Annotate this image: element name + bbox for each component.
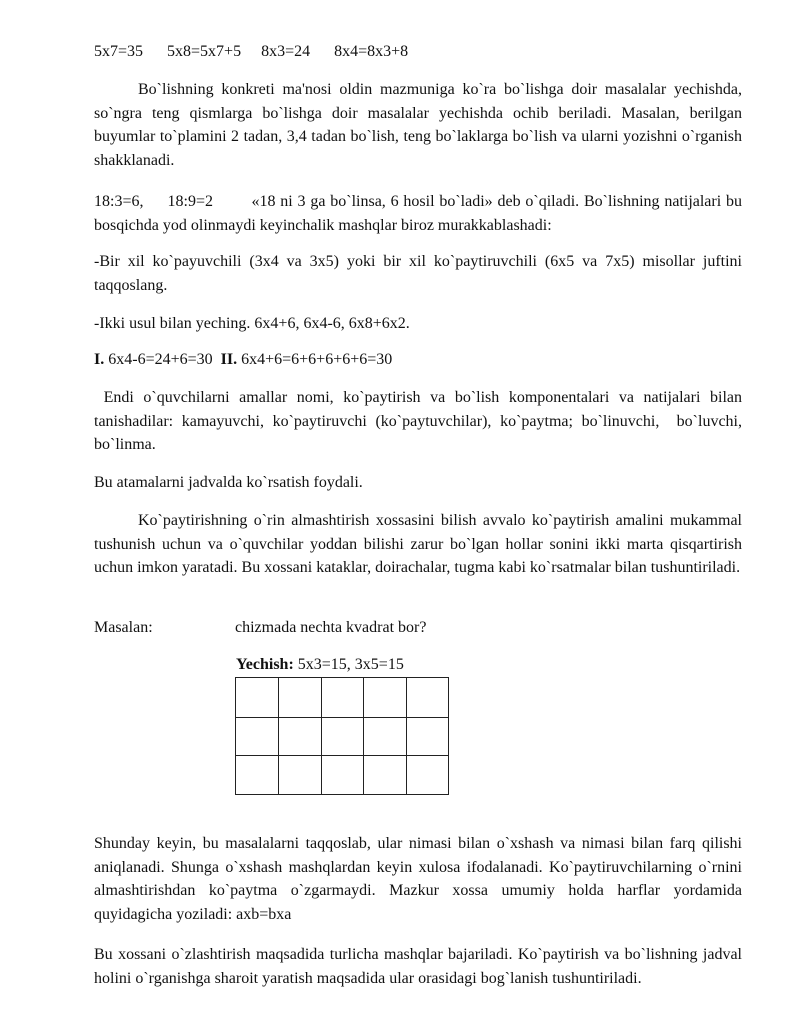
method-label: II. (220, 351, 238, 368)
formula: 5x8=5x7+5 (167, 43, 242, 60)
formula-line (94, 42, 408, 62)
paragraph-division-example: 18:3=6, 18:9=2 «18 ni 3 ga bo`linsa, 6 hosil bo`ladi» deb o`qiladi. Bo`lishning natijalari bu bosqichda yod olinmaydi keyinchalik mashqlar biroz murakkablashadi: (94, 193, 746, 234)
grid-line (236, 755, 448, 756)
solution-label: Yechish: (236, 656, 294, 673)
paragraph-two-methods: -Ikki usul bilan yeching. 6x4+6, 6x4-6, 6x8+6x2. (94, 315, 410, 332)
solution-text: 5x3=15, 3x5=15 (293, 656, 404, 673)
method-text: 6x4+6=6+6+6+6+6=30 (237, 351, 393, 368)
paragraph-compare-exercise: -Bir xil ko`payuvchili (3x4 va 3x5) yoki bir xil ko`paytiruvchili (6x5 va 7x5) misollar juftini taqqoslang. (94, 253, 742, 294)
example-question: chizmada nechta kvadrat bor? (235, 619, 427, 636)
method-text: 6x4-6=24+6=30 (104, 351, 221, 368)
formula: 8x4=8x3+8 (334, 43, 409, 60)
paragraph-comparison-conclusion: Shunday keyin, bu masalalarni taqqoslab, ular nimasi bilan o`xshash va nimasi bilan farq qilishi aniqlanadi. Shunga o`xshash mashqlardan keyin xulosa ifodalanadi. Ko`paytiruvchilarning o`rnini almashtirishdan ko`paytma o`zgarmaydi. Mazkur xossa umumiy holda harflar yordamida quyidagicha yoziladi: axb=bxa (94, 835, 742, 923)
paragraph-commutative-property: Ko`paytirishning o`rin almashtirish xossasini bilish avvalo ko`paytirish amalini mukammal tushunish uchun va o`quvchilar yoddan bilishi zarur bo`lgan hollar sonini ikki marta qisqartirish uchun imkon yaratadi. Bu xossani kataklar, doirachalar, tugma kabi ko`rsatmalar bilan tushuntiriladi. (94, 512, 742, 576)
paragraph-solutions (94, 348, 742, 372)
grid-line (236, 717, 448, 718)
grid-line (406, 678, 407, 794)
grid-line (321, 678, 322, 794)
paragraph-division-meaning: Bo`lishning konkreti ma'nosi oldin mazmuniga ko`ra bo`lishga doir masalalar yechishda, so`ngra teng qismlarga bo`lishga doir masalalar yechishda ochib beriladi. Masalan, berilgan buyumlar to`plamini 2 tadan, 3,4 tadan bo`lish, teng bo`laklarga bo`lish va ularni yozishni o`rganish shakklanadi. (94, 81, 742, 169)
paragraph-table-note: Bu atamalarni jadvalda ko`rsatish foydali. (94, 474, 363, 491)
example-label: Masalan: (94, 619, 153, 636)
method-label: I. (94, 351, 105, 368)
paragraph-component-names: Endi o`quvchilarni amallar nomi, ko`paytirish va bo`lish komponentalari va natijalari bilan tanishadilar: kamayuvchi, ko`paytiruvchi (ko`paytuvchilar), ko`paytma; bo`linuvchi, bo`luvchi, bo`linma. (94, 389, 746, 453)
grid-line (278, 678, 279, 794)
squares-grid-figure (235, 677, 449, 795)
formula: 5x7=35 (94, 43, 144, 60)
paragraph-exercises: Bu xossani o`zlashtirish maqsadida turlicha mashqlar bajariladi. Ko`paytirish va bo`lishning jadval holini o`rganishga sharoit yaratish maqsadida ular orasidagi bog`lanish tushuntiriladi. (94, 946, 742, 987)
formula: 8x3=24 (261, 43, 311, 60)
grid-line (363, 678, 364, 794)
